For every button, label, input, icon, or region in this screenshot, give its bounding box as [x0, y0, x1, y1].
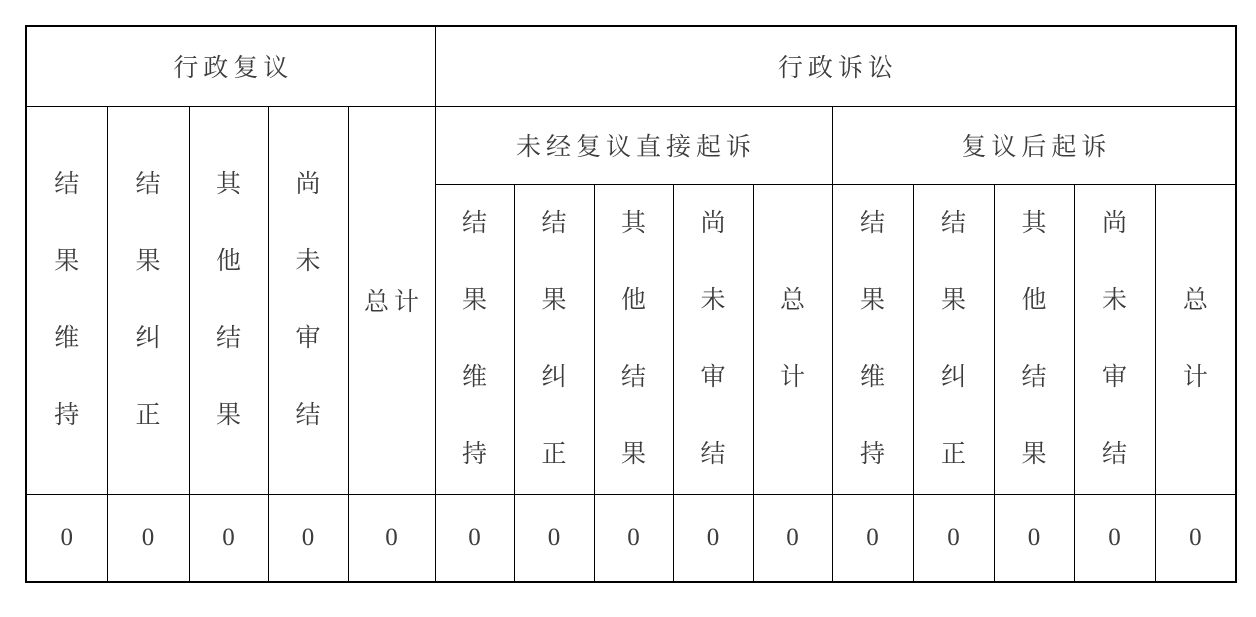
group-header-reconsideration: 行政复议 — [26, 26, 435, 106]
value-reconsideration-total: 0 — [348, 494, 435, 582]
col-header-post-reconsideration-total: 总 计 — [1155, 184, 1236, 494]
col-header-direct-litigation-result-corrected: 结 果 纠 正 — [514, 184, 594, 494]
group-header-litigation: 行政诉讼 — [435, 26, 1236, 106]
value-direct-litigation-pending: 0 — [673, 494, 753, 582]
statistics-table — [25, 25, 1237, 583]
col-header-post-reconsideration-other-result: 其 他 结 果 — [994, 184, 1074, 494]
col-header-post-reconsideration-result-corrected: 结 果 纠 正 — [913, 184, 994, 494]
col-header-direct-litigation-result-upheld: 结 果 维 持 — [435, 184, 514, 494]
col-header-reconsideration-result-corrected: 结 果 纠 正 — [107, 106, 189, 494]
col-header-reconsideration-result-upheld: 结 果 维 持 — [26, 106, 107, 494]
values-row — [26, 494, 1236, 582]
col-header-direct-litigation-total: 总 计 — [753, 184, 832, 494]
value-reconsideration-other-result: 0 — [189, 494, 268, 582]
value-reconsideration-result-corrected: 0 — [107, 494, 189, 582]
col-header-post-reconsideration-pending: 尚 未 审 结 — [1074, 184, 1155, 494]
col-header-direct-litigation-other-result: 其 他 结 果 — [594, 184, 673, 494]
col-header-post-reconsideration-result-upheld: 结 果 维 持 — [832, 184, 913, 494]
subheader-after-review-suit: 复议后起诉 — [832, 106, 1236, 184]
value-post-reconsideration-result-corrected: 0 — [913, 494, 994, 582]
value-post-reconsideration-other-result: 0 — [994, 494, 1074, 582]
value-reconsideration-pending: 0 — [268, 494, 348, 582]
value-reconsideration-result-upheld: 0 — [26, 494, 107, 582]
group-header-row — [26, 26, 1236, 106]
value-direct-litigation-total: 0 — [753, 494, 832, 582]
subheader-row — [26, 106, 1236, 184]
col-header-reconsideration-pending: 尚 未 审 结 — [268, 106, 348, 494]
value-post-reconsideration-result-upheld: 0 — [832, 494, 913, 582]
value-direct-litigation-other-result: 0 — [594, 494, 673, 582]
col-header-reconsideration-other-result: 其 他 结 果 — [189, 106, 268, 494]
col-header-direct-litigation-pending: 尚 未 审 结 — [673, 184, 753, 494]
value-post-reconsideration-total: 0 — [1155, 494, 1236, 582]
value-direct-litigation-result-corrected: 0 — [514, 494, 594, 582]
subheader-direct-suit: 未经复议直接起诉 — [435, 106, 832, 184]
value-direct-litigation-result-upheld: 0 — [435, 494, 514, 582]
col-header-reconsideration-total: 总计 — [348, 106, 435, 494]
value-post-reconsideration-pending: 0 — [1074, 494, 1155, 582]
